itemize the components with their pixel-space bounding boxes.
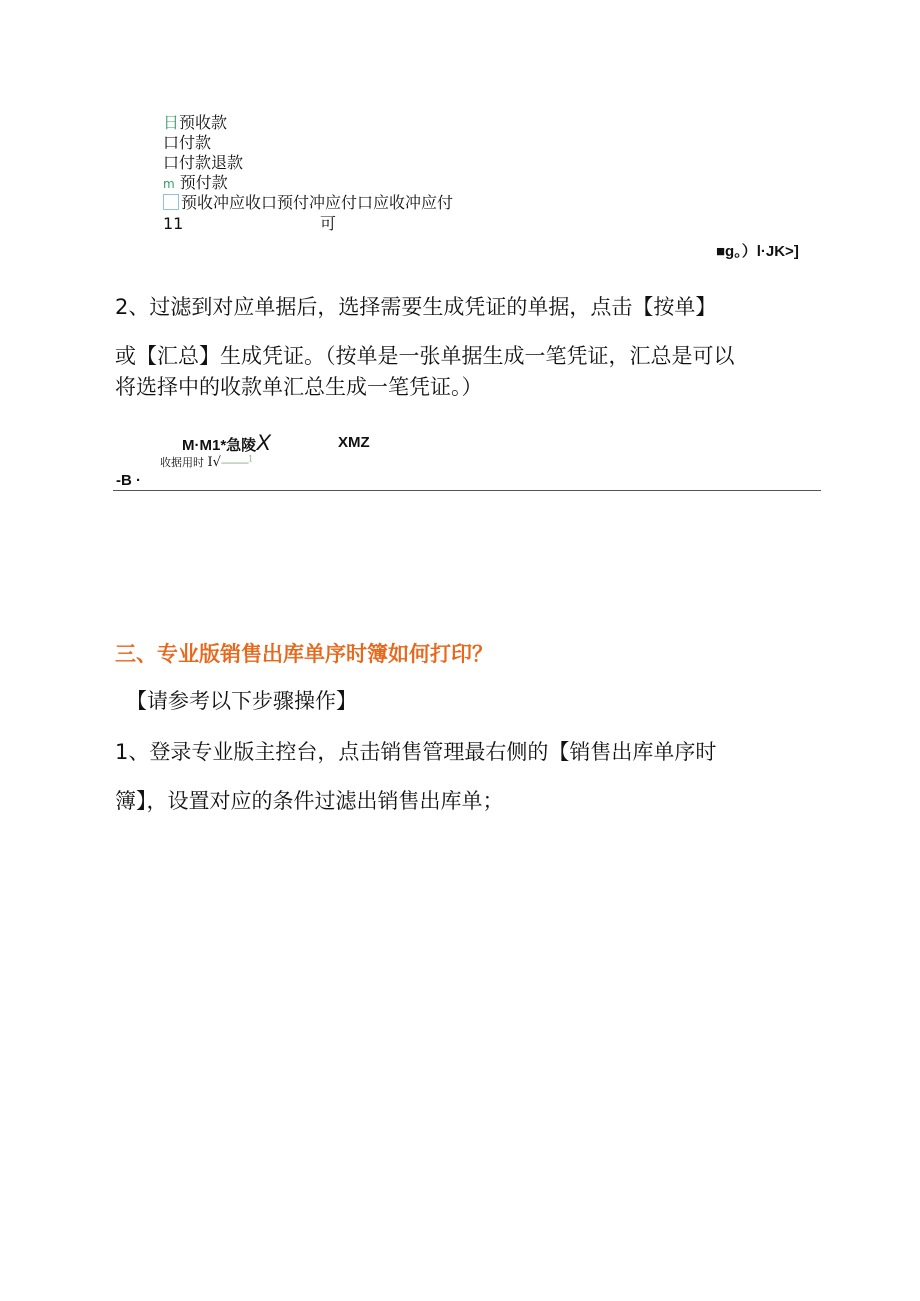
toolbar-label-1: M·M1*急陵X — [182, 430, 271, 455]
option-footer-right: 可 — [320, 214, 337, 233]
garbled-text: ■g。）l·JK>] — [716, 243, 799, 260]
toolbar-small-row: 收据用时 I√----------$^1$ — [160, 454, 254, 470]
section3-subtitle: 【请参考以下步骤操作】 — [126, 689, 357, 713]
section3-step1-line1: 1、登录专业版主控台，点击销售管理最右侧的【销售出库单序时 — [115, 740, 717, 764]
step2-line2: 或【汇总】生成凭证。（按单是一张单据生成一笔凭证，汇总是可以 — [115, 344, 735, 368]
step2-line3: 将选择中的收款单汇总生成一笔凭证。） — [115, 375, 483, 399]
option-prepayment-received — [163, 113, 227, 133]
checkbox-icon: 口 — [163, 153, 180, 172]
checkbox-icon: 口 — [163, 133, 180, 152]
check-icon: I√ — [207, 455, 221, 470]
toolbar-left-mark: -B · — [116, 472, 141, 489]
calendar-icon: 日 — [163, 113, 180, 132]
toolbar-label-2: XMZ — [338, 434, 370, 451]
x-icon: X — [256, 430, 271, 455]
option-label: 预付款 — [179, 173, 228, 192]
checkbox-icon — [163, 194, 179, 210]
step2-line1: 2、过滤到对应单据后，选择需要生成凭证的单据，点击【按单】 — [115, 295, 717, 319]
option-payment-refund — [163, 153, 243, 173]
option-offset-row — [163, 193, 453, 213]
divider — [113, 490, 821, 491]
section3-title: 三、专业版销售出库单序时簿如何打印？ — [115, 642, 493, 666]
option-prepayment — [163, 173, 228, 194]
option-label: 预收款 — [179, 113, 228, 132]
option-footer-left: 11 — [163, 214, 184, 233]
option-label: 付款退款 — [179, 153, 244, 172]
option-label: 预收冲应收口预付冲应付口应收冲应付 — [181, 193, 454, 212]
m-icon: m — [163, 177, 175, 191]
section3-step1-line2: 簿】，设置对应的条件过滤出销售出库单； — [115, 789, 504, 813]
option-label: 付款 — [179, 133, 212, 152]
option-payment — [163, 133, 211, 153]
